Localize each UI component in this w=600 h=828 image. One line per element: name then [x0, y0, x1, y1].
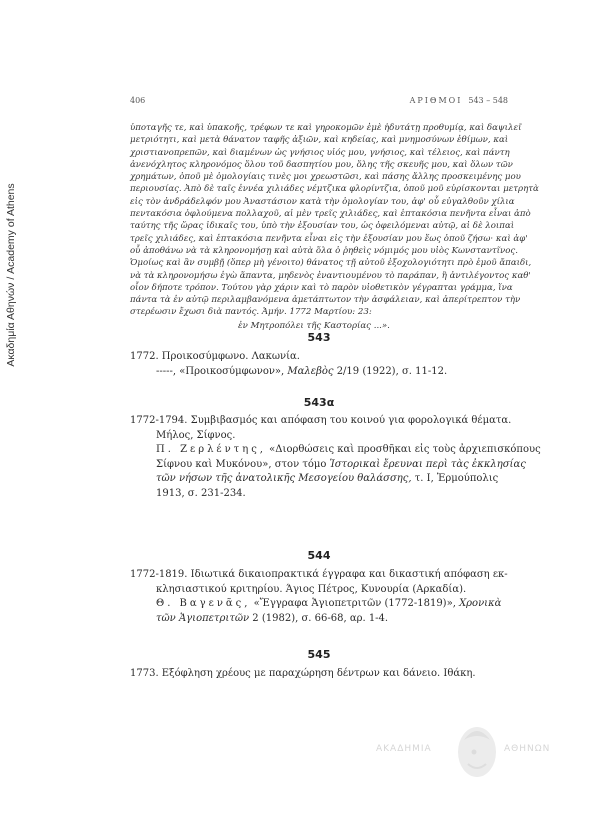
reference-text: Σίφνου καὶ Μυκόνου», στον τόμο	[156, 458, 330, 470]
book-title: Ἱστορικαὶ ἔρευναι περὶ τὰς ἐκκλησίας	[329, 458, 526, 470]
academy-watermark	[376, 722, 556, 782]
watermark-text-left: ΑΚΑΔΗΜΙΑ	[376, 744, 432, 754]
running-header	[130, 96, 508, 105]
author-name: Π. Ζερλέντης,	[156, 444, 266, 455]
quote-line: τρεῖς χιλιάδες, καὶ ἑπτακόσια πενῆντα εἶναι εἰς τὴν ἐξουσίαν μου ἕως ὁποῦ ζήσω· καὶ ἀφ'	[130, 233, 528, 244]
entry-number: 543α	[303, 396, 335, 409]
entry-543a	[130, 414, 541, 501]
reference-text: τ. Ι, Ἑρμούπολις	[411, 473, 499, 484]
author-name: Θ. Βαγενᾶς,	[156, 598, 251, 609]
entry-reference-line	[130, 458, 526, 473]
reference-text: -----, «Προικοσύμφωνον»,	[156, 365, 288, 377]
quote-line: οὗ ἀποθάνω νὰ τὰ κληρονομήσῃ καὶ αὐτὰ ὅλα ὁ ῥηθεὶς νόμιμός μου υἱὸς Κωνσταντῖνος.	[130, 245, 518, 256]
reference-details: 2 (1982), σ. 66-68, αρ. 1-4.	[249, 612, 389, 624]
entry-reference-line	[130, 612, 510, 627]
header-right	[410, 96, 508, 105]
entry-heading: 1773. Εξόφληση χρέους με παραχώρηση δέντρων και δάνειο. Ιθάκη.	[130, 668, 476, 679]
quote-line: πάντα τὰ ἐν αὐτῷ περιλαμβανόμενα ἀμετάπτωτον τὴν ἀσφάλειαν, καὶ ἀπερίτρεπτον τὴν	[130, 295, 521, 306]
quote-line: νὰ τὰ κληρονομήσω ἐγὼ ἅπαντα, μηδενὸς ἐναντιουμένου τὸ παράπαν, ἢ ἀντιλέγοντος καθ'	[130, 270, 531, 281]
entry-heading: 1772. Προικοσύμφωνο. Λακωνία.	[130, 351, 300, 362]
quote-line: πεντακόσια ὀφλούμενα πολλαχοῦ, αἱ μὲν τρεῖς χιλιάδες, καὶ ἑπτακόσια πενῆντα εἶναι ἀπὸ	[130, 209, 531, 220]
journal-title: Μαλεβὸς	[287, 365, 334, 377]
quoted-document	[130, 122, 539, 332]
side-label-text: Ακαδημία Αθηνών / Academy of Athens	[5, 183, 17, 367]
athena-head-icon	[454, 722, 500, 780]
entry-heading: 1772-1794. Συμβιβασμός και απόφαση του κοινού για φορολογικά θέματα.	[130, 415, 512, 426]
quote-line: ἀνενόχλητος κληρονόμος ὅλου τοῦ δασπητίου μου, ὅλης τῆς σκευῆς μου, καὶ ὅλων τῶν	[130, 159, 513, 170]
quote-line: οἷον δήποτε τρόπον. Τούτου γὰρ χάριν καὶ τὸ παρὸν υἱοθετικὸν γέγραπται γράμμα, ἵνα	[130, 282, 513, 293]
reference-text: «Διορθώσεις καὶ προσθῆκαι εἰς τοὺς ἀρχιεπισκόπους	[266, 444, 541, 455]
entry-number: 544	[307, 549, 331, 562]
quote-line: μετριότητι, καὶ μετὰ θάνατον ταφῆς ἀξιῶν, καὶ κηδείας, καὶ μνημοσύνων ἐθίμων, καὶ	[130, 135, 509, 146]
entry-reference	[130, 365, 510, 380]
journal-title: τῶν Ἁγιοπετριτῶν	[156, 612, 250, 624]
journal-title: Χρονικὰ	[459, 598, 502, 609]
entry-range: 543 – 548	[468, 96, 508, 105]
entry-reference-line	[130, 443, 541, 458]
reference-text: «Ἔγγραφα Ἁγιοπετριτῶν (1772-1819)»,	[250, 598, 460, 609]
quote-line: στερέωσιν ἔχωσι διὰ παντός. Ἀμήν. 1772 Μαρτίου: 23:	[130, 307, 372, 318]
entry-number: 543	[307, 331, 331, 344]
entry-number: 545	[307, 648, 331, 661]
section-title: ΑΡΙΘΜΟΙ	[409, 96, 463, 105]
quote-line: χριστιανοπρεπῶν, καὶ διαμένων ὡς γνήσιος υἱός μου, γνήσιος, καὶ τέλειος, καὶ πάντη	[130, 147, 510, 158]
entry-reference-line	[130, 472, 510, 487]
entry-reference-line: 1913, σ. 231-234.	[156, 487, 246, 499]
entry-place: Μήλος, Σίφνος.	[156, 429, 236, 441]
entry-heading: 1772-1819. Ιδιωτικά δικαιοπρακτικά έγγραφα και δικαστική απόφαση εκ-	[130, 569, 508, 580]
page-number: 406	[130, 96, 146, 105]
reference-details: 2/19 (1922), σ. 11-12.	[333, 365, 448, 377]
quote-signature: ἐν Μητροπόλει τῆς Καστορίας ...».	[238, 320, 390, 331]
entry-543	[130, 350, 510, 379]
side-label	[4, 110, 18, 440]
quote-line: χρημάτων, ὁποῦ μὲ ὁμολογίαις τινὲς μοι χρεωστῶσι, καὶ πάσης ἄλλης προσκειμένης μου	[130, 172, 521, 183]
quote-line: ταύτης τῆς ὥρας ἰδικαῖς του, ὑπὸ τὴν ἐξουσίαν του, ὡς ὀφειλόμεναι αὐτῷ, αἱ δὲ λοιπαὶ	[130, 221, 515, 232]
entry-heading: κλησιαστικού κριτηρίου. Άγιος Πέτρος, Κυνουρία (Αρκαδία).	[156, 583, 467, 595]
entry-reference-line	[130, 597, 510, 612]
quote-line: περιουσίας. Ἀπὸ δὲ ταῖς ἐννέα χιλιάδες νέμτζικα φλορίντζια, ὁποῦ μοῦ εὑρίσκονται μετρητὰ	[130, 184, 539, 195]
quote-line: εἰς τὸν ἀνδράδελφόν μου Ἀναστάσιον κατὰ τὴν ὁμολογίαν του, ἀφ' οὗ εὐγαλθοῦν χίλια	[130, 196, 515, 207]
entry-545	[130, 667, 510, 682]
entry-544	[130, 568, 510, 626]
quote-line: ὑποταγῆς τε, καὶ ὑπακοῆς, τρέφων τε καὶ γηροκομῶν ἐμὲ ἡδυτάτῃ προθυμίᾳ, καὶ δαψιλεῖ	[130, 123, 522, 133]
quote-line: Ὁμοίως καὶ ἂν συμβῇ (ὅπερ μὴ γένοιτο) θάνατος τῇ αὐτοῦ ἐξοχολογιότητι πρὸ ἐμοῦ ἄπαιδι,	[130, 258, 532, 269]
book-title: τῶν νήσων τῆς ἀνατολικῆς Μεσογείου θαλάσσης,	[156, 473, 412, 484]
watermark-text-right: ΑΘΗΝΩΝ	[504, 744, 551, 754]
